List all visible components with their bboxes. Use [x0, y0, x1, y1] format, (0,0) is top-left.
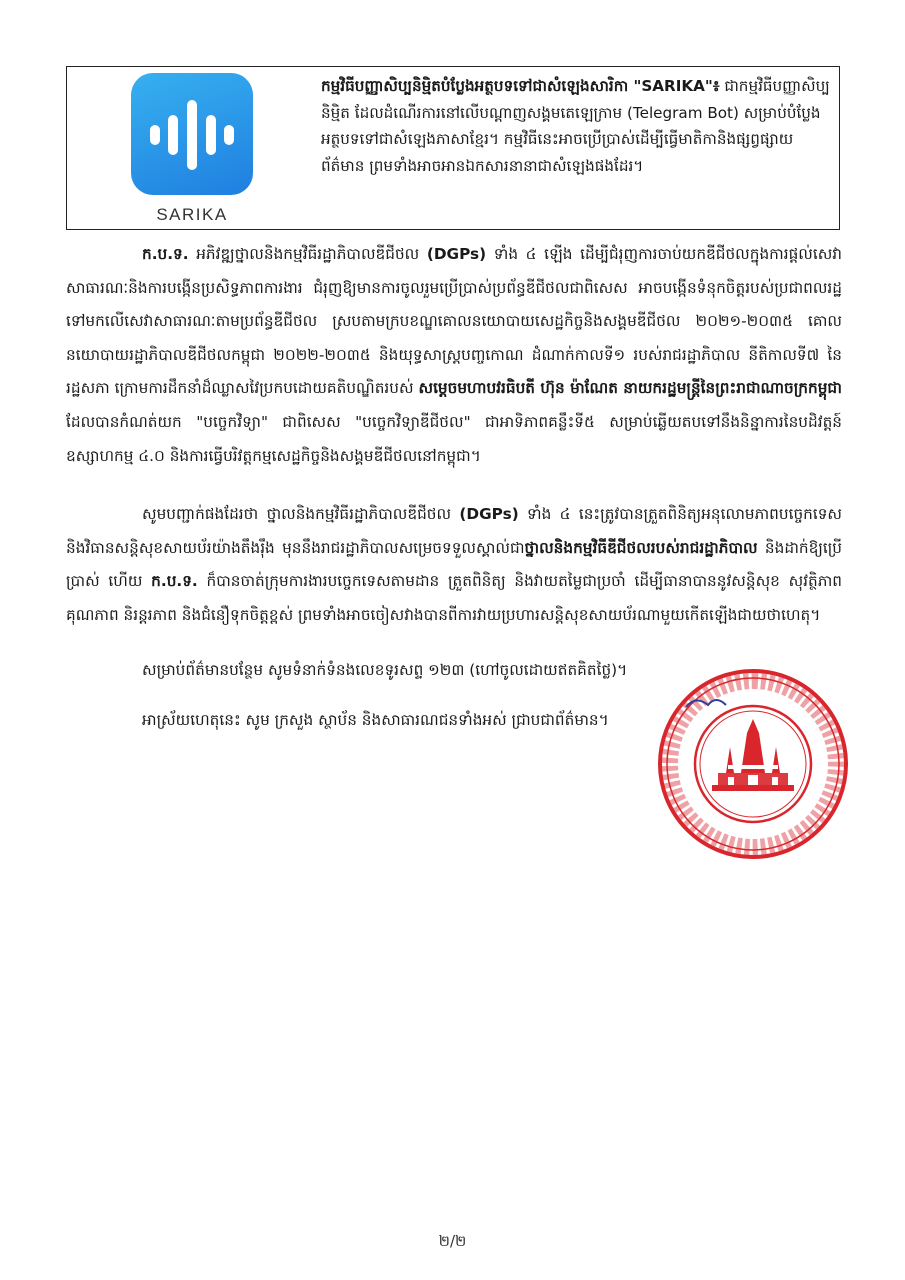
paragraph-text: អាស្រ័យហេតុនេះ សូម ក្រសួង ស្ថាប័ន និងសាធារណជនទាំងអស់ ជ្រាបជាព័ត៌មាន។: [142, 711, 609, 729]
sarika-logo: [131, 73, 253, 195]
dgps-label: (DGPs): [426, 245, 487, 263]
official-seal: [656, 667, 850, 861]
kbt-abbrev: ក.ប.ទ.: [151, 572, 198, 591]
kbt-abbrev: ក.ប.ទ.: [142, 245, 189, 263]
paragraph-security: [66, 498, 842, 632]
sarika-info-box: [66, 66, 840, 230]
paragraph-text: ទាំង ៤ ឡើង ដើម្បីជំរុញការចាប់យកឌីជីថលក្នុងការផ្ដល់សេវាសាធារណៈនិងការបង្កើនប្រសិទ្ធភាពការងារ ជំរុញឱ្យមានការចូលរួមប្រើប្រាស់ប្រព័ន្ធឌីជីថលជាពិសេស អាចបង្កើនទំនុកចិត្តរបស់ប្រជាពលរដ្ឋទៅមកលើសេវាសាធារណៈតាមប្រព័ន្ធឌីជីថល ស្របតាមក្របខណ្ឌគោលនយោបាយសេដ្ឋកិច្ចនិងសង្គមឌីជីថល ២០២១-២០៣៥ គោលនយោបាយរដ្ឋាភិបាលឌីជីថលកម្ពុជា ២០២២-២០៣៥ និងយុទ្ធសាស្ត្របញ្ចកោណ ដំណាក់កាលទី១ របស់រាជរដ្ឋាភិបាល នីតិកាលទី៧ នៃរដ្ឋសភា ក្រោមការដឹកនាំដ៏ឈ្លាសវៃប្រកបដោយគតិបណ្ឌិតរបស់: [66, 245, 842, 398]
sarika-title: កម្មវិធីបញ្ញាសិប្បនិម្មិតបំប្លែងអត្ថបទទៅជាសំឡេងសារិកា "SARIKA"៖: [321, 77, 720, 95]
sarika-brand-name: SARIKA: [156, 205, 228, 224]
paragraph-text: ទាំង ៤ នេះត្រូវបានត្រួតពិនិត្យអនុលោមភាពបច្ចេកទេស និងវិធានសន្តិសុខសាយប័រយ៉ាងតឹងរ៉ឹង មុននឹងរាជរដ្ឋាភិបាលសម្រេចទទួលស្គាល់ជា: [66, 505, 842, 557]
dgps-label: (DGPs): [459, 505, 519, 523]
paragraph-text: អភិវឌ្ឍថ្នាលនិងកម្មវិធីរដ្ឋាភិបាលឌីជីថល: [188, 245, 427, 263]
sound-wave-icon: [131, 73, 253, 195]
paragraph-text: ដែលបានកំណត់យក "បច្ចេកវិទ្យា" ជាពិសេស "បច្ចេកវិទ្យាឌីជីថល" ជាអាទិភាពគន្លឹះទី៥ សម្រាប់ឆ្លើយតបទៅនឹងនិន្នាការនៃបដិវត្តន៍ឧស្សាហកម្ម ៤.០ និងការធ្វើបរិវត្តកម្មសេដ្ឋកិច្ចនិងសង្គមឌីជីថលនៅកម្ពុជា។: [66, 412, 842, 465]
gov-platform-label: ថ្នាលនិងកម្មវិធីឌីជីថលរបស់រាជរដ្ឋាភិបាល: [524, 538, 758, 557]
paragraph-text: សម្រាប់ព័ត៌មានបន្ថែម សូមទំនាក់ទំនងលេខទូរសព្ទ ១២៣ (ហៅចូលដោយឥតគិតថ្លៃ)។: [142, 661, 628, 679]
page-number: ២/២: [438, 1232, 467, 1250]
sarika-description: [321, 73, 831, 179]
leader-name: សម្ដេចមហាបវរធិបតី ហ៊ុន ម៉ាណែត នាយករដ្ឋមន្ត្រីនៃព្រះរាជាណាចក្រកម្ពុជា: [418, 379, 842, 398]
paragraph-text: និងដាក់ឱ្យប្រើប្រាស់ ហើយ: [66, 538, 842, 591]
paragraph-text: សូមបញ្ជាក់ផងដែរថា ថ្នាលនិងកម្មវិធីរដ្ឋាភិបាលឌីជីថល: [142, 505, 460, 523]
paragraph-intro: [66, 238, 842, 473]
sarika-body: ជាកម្មវិធីបញ្ញាសិប្បនិម្មិត ដែលដំណើរការនៅលើបណ្ដាញសង្គមតេឡេក្រាម (Telegram Bot) សម្រាប់បំប្លែងអត្ថបទទៅជាសំឡេងភាសាខ្មែរ។ កម្មវិធីនេះអាចប្រើប្រាស់ដើម្បីធ្វើមាតិកានិងផ្សព្វផ្សាយព័ត៌មាន ព្រមទាំងអាចអានឯកសារនានាជាសំឡេងផងដែរ។: [321, 77, 830, 175]
paragraph-text: ក៏បានចាត់ក្រុមការងារបច្ចេកទេសតាមដាន ត្រួតពិនិត្យ និងវាយតម្លៃជាប្រចាំ ដើម្បីធានាបាននូវសន្តិសុខ សុវត្ថិភាព គុណភាព និរន្តរភាព និងជំនឿទុកចិត្តខ្ពស់ ព្រមទាំងអាចចៀសវាងបានពីការវាយប្រហារសន្តិសុខសាយប័រណាមួយកើតឡើងជាយថាហេតុ។: [66, 572, 842, 624]
